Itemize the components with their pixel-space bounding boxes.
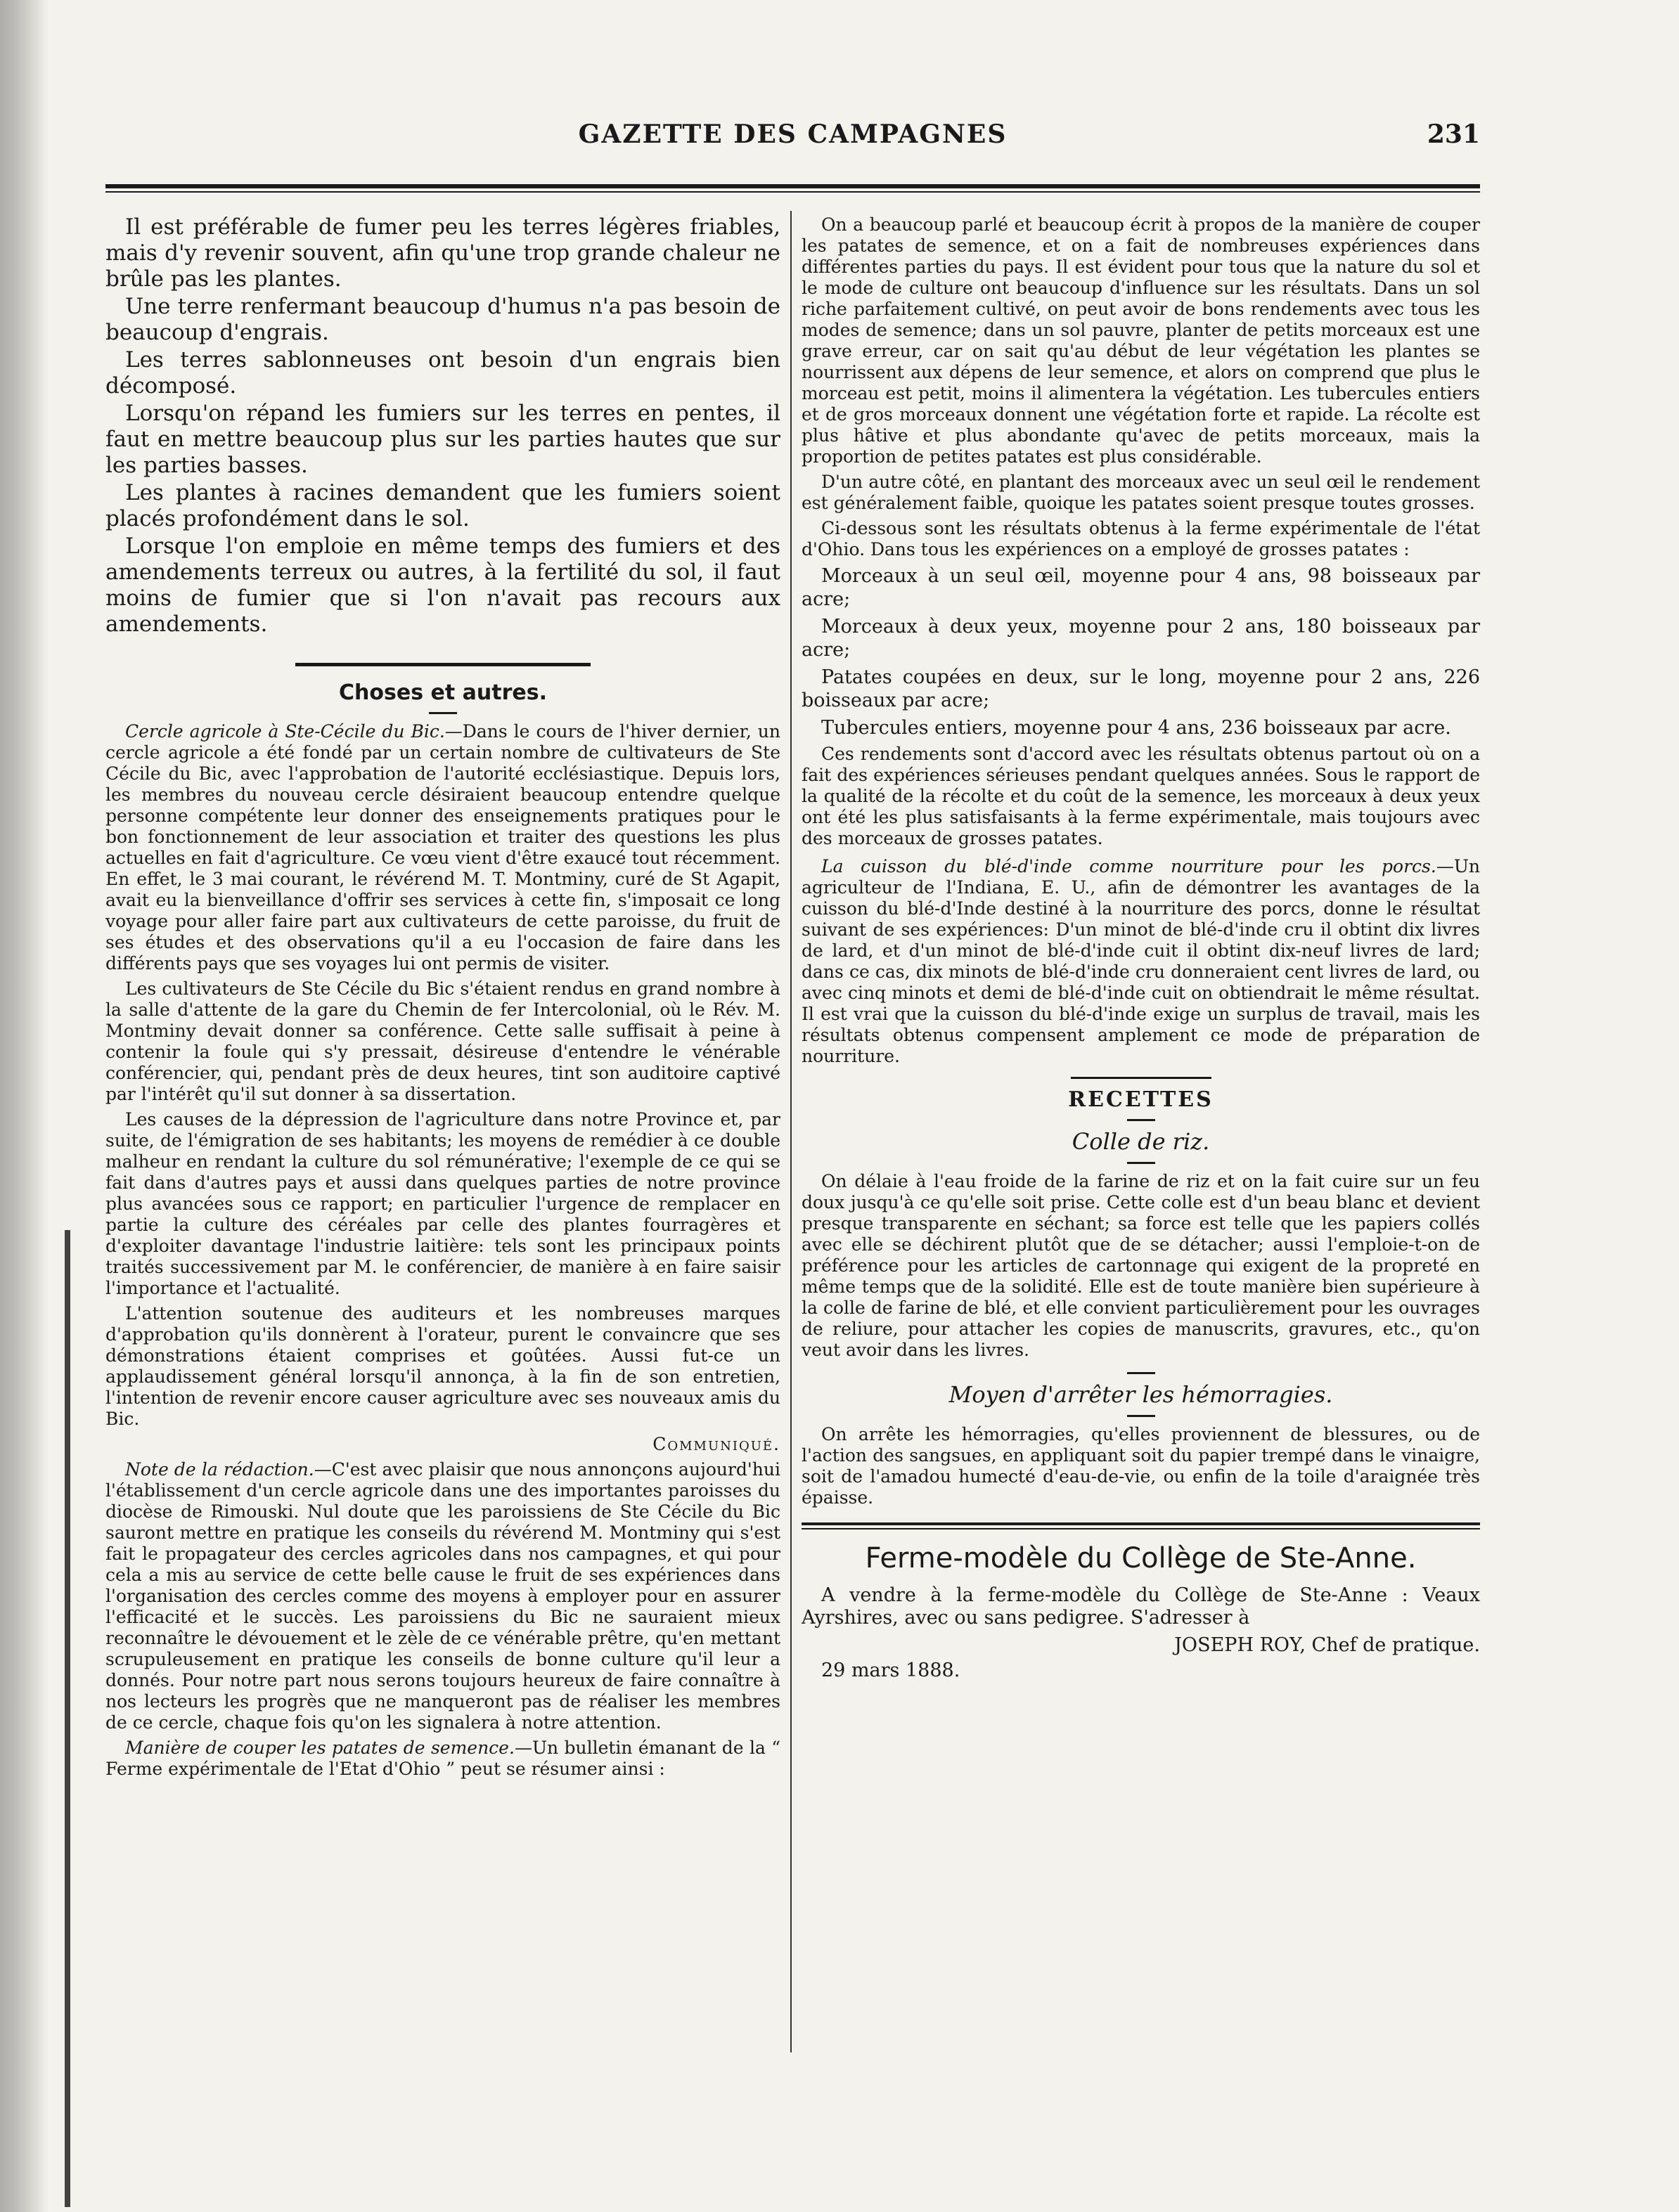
result-item: Tubercules entiers, moyenne pour 4 ans, 236 boisseaux par acre. [821,717,1451,739]
paragraph: Lorsqu'on répand les fumiers sur les terres en pentes, il faut en mettre beaucoup plus sur les parties hautes que sur les parties basses. [105,401,780,478]
advert-date: 29 mars 1888. [821,1660,960,1681]
result-item: Morceaux à un seul œil, moyenne pour 4 ans, 98 boisseaux par acre; [802,565,1480,610]
article-lead: Manière de couper les patates de semence. [125,1738,515,1758]
result-item: Patates coupées en deux, sur le long, moyenne pour 2 ans, 226 boisseaux par acre; [802,666,1480,711]
paragraph: Une terre renfermant beaucoup d'humus n'a pas besoin de beaucoup d'engrais. [105,294,780,345]
article-note [105,1459,780,1733]
title-dash [1127,1162,1155,1164]
binding-edge [65,1230,70,2207]
section-ornament-rule [1071,1077,1211,1079]
page-header [105,119,1480,162]
advert-title: Ferme-modèle du Collège de Ste-Anne. [865,1542,1417,1574]
advert-block [802,1584,1480,1681]
recipe-title: Moyen d'arrêter les hémorragies. [948,1381,1333,1408]
left-column [105,214,780,1780]
paragraph: Les cultivateurs de Ste Cécile du Bic s'étaient rendus en grand nombre à la salle d'attente de la gare du Chemin de fer Intercolonial, où le Rév. M. Montminy devait donner sa conférence. Cette salle suffisait à peine à contenir la foule qui s'y pressait, désireuse d'entendre le vénérable conférencier, qui, pendant près de deux heures, tint son auditoire captivé par l'intérêt qu'il sut donner à sa dissertation. [105,978,780,1104]
article-body: —Un bulletin émanant de la “ Ferme expérimentale de l'Etat d'Ohio ” peut se résumer ainsi : [105,1738,780,1779]
title-dash [429,712,457,714]
intro-block [105,214,780,638]
paragraph: On arrête les hémorragies, qu'elles proviennent de blessures, ou de l'action des sangsues, en appliquant soit du papier trempé dans le vinaigre, soit de l'amadou humecté d'eau-de-vie, ou enfin de la toile d'araignée très épaisse. [802,1424,1480,1508]
result-item: Morceaux à deux yeux, moyenne pour 2 ans, 180 boisseaux par acre; [802,616,1480,661]
choses-block [105,721,780,1780]
results-list [802,564,1480,739]
right-column [802,214,1480,1681]
article-maniere [105,1738,780,1780]
rendements-block [802,744,1480,1067]
paragraph: D'un autre côté, en plantant des morceaux avec un seul œil le rendement est généralement faible, quoique les patates soient presque toutes grosses. [802,472,1480,513]
article-cuisson [802,856,1480,1067]
colle-block [802,1171,1480,1361]
article-lead: La cuisson du blé-d'inde comme nourriture pour les porcs. [821,856,1436,877]
recettes-title: RECETTES [1068,1087,1214,1112]
title-dash [1127,1415,1155,1417]
section-rule-thin [802,1528,1480,1529]
article-cercle [105,721,780,974]
patates-block [802,214,1480,560]
paragraph: L'attention soutenue des auditeurs et les nombreuses marques d'approbation qu'ils donnèrent à l'orateur, purent le convaincre que ses démonstrations étaient comprises et goûtées. Aussi fut-ce un applaudissement général lorsqu'il annonça, à la fin de son entretien, l'intention de revenir encore causer agriculture avec ses nouveaux amis du Bic. [105,1303,780,1429]
section-ornament-rule [295,663,591,666]
paragraph: Les terres sablonneuses ont besoin d'un engrais bien décomposé. [105,347,780,399]
title-dash [1127,1372,1155,1374]
article-body: —C'est avec plaisir que nous annonçons aujourd'hui l'établissement d'un cercle agricole dans une des importantes paroisses du diocèse de Rimouski. Nul doute que les paroissiens de Ste Cécile du Bic sauront mettre en pratique les conseils du révérend M. Montminy qui s'est fait le propagateur des cercles agricoles dans nos campagnes, et qui pour cela a mis au service de cette belle cause le fruit de ses expériences dans l'organisation des cercles comme des moyens à employer pour en assurer l'efficacité et le succès. Les paroissiens du Bic ne sauraient mieux reconnaître le dévouement et le zèle de ce vénérable prêtre, qu'en mettant scrupuleusement en pratique les conseils de bonne culture qu'il leur a donnés. Pour notre part nous serons toujours heureux de faire connaître à nos lecteurs les progrès que ne manqueront pas de réaliser les membres de ce cercle, chaque fois qu'on les signalera à notre attention. [105,1459,780,1733]
paragraph: Il est préférable de fumer peu les terres légères friables, mais d'y revenir souvent, afin qu'une trop grande chaleur ne brûle pas les plantes. [105,214,780,292]
article-lead: Note de la rédaction. [125,1459,314,1480]
recipe-title: Colle de riz. [1072,1128,1210,1155]
article-body: —Dans le cours de l'hiver dernier, un cercle agricole a été fondé par un certain nombre de cultivateurs de Ste Cécile du Bic, avec l'approbation de l'autorité ecclésiastique. Depuis lors, les membres du nouveau cercle désiraient beaucoup entendre quelque personne compétente leur donner des enseignements pratiques pour le bon fonctionnement de leur association et traiter des questions les plus actuelles en fait d'agriculture. Ce vœu vient d'être exaucé tout récemment. En effet, le 3 mai courant, le révérend M. T. Montminy, curé de St Agapit, avait eu la bienveillance d'offrir ses services à cette fin, s'imposait ce long voyage pour aller faire part aux cultivateurs de cette paroisse, du fruit de ses études et des observations qu'il a eu l'occasion de faire dans les différents pays que ses voyages lui ont permis de visiter. [105,721,780,974]
publication-title: GAZETTE DES CAMPAGNES [578,119,1008,149]
scan-edge-shadow [0,0,49,2212]
section-rule [802,1522,1480,1525]
paragraph: Lorsque l'on emploie en même temps des fumiers et des amendements terreux ou autres, à la fertilité du sol, il faut moins de fumier que si l'on n'avait pas recours aux amendements. [105,533,780,637]
section-title: Choses et autres. [339,680,547,705]
paragraph: Ces rendements sont d'accord avec les résultats obtenus partout où on a fait des expériences sérieuses pendant quelques années. Sous le rapport de la qualité de la récolte et du coût de la semence, les morceaux à deux yeux ont été les plus satisfaisants à la ferme expérimentale, mais toujours avec des morceaux de grosses patates. [802,744,1480,848]
article-lead: Cercle agricole à Ste-Cécile du Bic. [125,721,445,742]
paragraph: Les plantes à racines demandent que les fumiers soient placés profondément dans le sol. [105,480,780,531]
column-divider [790,211,792,2052]
advert-signature: JOSEPH ROY, Chef de pratique. [1174,1634,1480,1656]
paragraph: On a beaucoup parlé et beaucoup écrit à propos de la manière de couper les patates de semence, et on a fait de nombreuses expériences dans différentes parties du pays. Il est évident pour tous que la nature du sol et le mode de culture ont beaucoup d'influence sur les résultats. Dans un sol riche parfaitement cultivé, on peut avoir de bons rendements avec tous les modes de semence; dans un sol pauvre, planter de petits morceaux est une grave erreur, car on sait qu'au début de leur végétation les plantes se nourrissent aux dépens de leur semence, et alors on comprend que plus le morceau est petit, moins il alimentera la végétation. Les tubercules entiers et de gros morceaux donnent une végétation forte et rapide. La récolte est plus hâtive et plus abondante qu'avec de petits morceaux, mais la proportion de petites patates est plus considérable. [802,214,1480,467]
article-body: —Un agriculteur de l'Indiana, E. U., afin de démontrer les avantages de la cuisson du blé-d'Inde destiné à la nourriture des porcs, donne le résultat suivant de ses expériences: D'un minot de blé-d'inde cru il obtint dix livres de lard, et d'un minot de blé-d'inde cuit il obtint dix-neuf livres de lard; dans ce cas, dix minots de blé-d'inde cru donneraient cent livres de lard, ou avec cinq minots et demi de blé-d'inde cuit on obtiendrait le même résultat. Il est vrai que la cuisson du blé-d'inde exige un surplus de travail, mais les résultats obtenus compensent amplement ce mode de préparation de nourriture. [802,856,1480,1066]
communique-signature: Communiqué. [652,1434,780,1454]
header-rule-thin [105,191,1480,193]
paragraph: Les causes de la dépression de l'agriculture dans notre Province et, par suite, de l'émigration de ses habitants; les moyens de remédier à ce double malheur en rendant la culture du sol rémunérative; l'exemple de ce qui se fait dans d'autres pays et aussi dans quelques parties de notre province plus avancées sous ce rapport; en particulier l'urgence de remplacer en partie la culture des céréales par celle des plantes fourragères et d'exploiter davantage l'industrie laitière: tels sont les principaux points traités successivement par M. le conférencier, de manière à en faire saisir l'importance et l'actualité. [105,1109,780,1298]
paragraph: A vendre à la ferme-modèle du Collège de Ste-Anne : Veaux Ayrshires, avec ou sans pedigree. S'adresser à [802,1584,1480,1629]
page-number: 231 [1427,119,1480,149]
title-dash [1127,1119,1155,1121]
paragraph: On délaie à l'eau froide de la farine de riz et on la fait cuire sur un feu doux jusqu'à ce qu'elle soit prise. Cette colle est d'un beau blanc et devient presque transparente en séchant; sa force est telle que les papiers collés avec elle se déchirent plutôt que de se détacher; aussi l'emploie-t-on de préférence pour les articles de cartonnage qui exigent de la propreté en même temps que de la solidité. Elle est de toute manière bien supérieure à la colle de farine de blé, et elle convient particulièrement pour les ouvrages de reliure, pour attacher les copies de manuscrits, gravures, etc., qu'on veut avoir dans les livres. [802,1171,1480,1360]
paragraph: Ci-dessous sont les résultats obtenus à la ferme expérimentale de l'état d'Ohio. Dans tous les expériences on a employé de grosses patates : [802,518,1480,560]
moyen-block [802,1424,1480,1508]
header-rule [105,184,1480,188]
